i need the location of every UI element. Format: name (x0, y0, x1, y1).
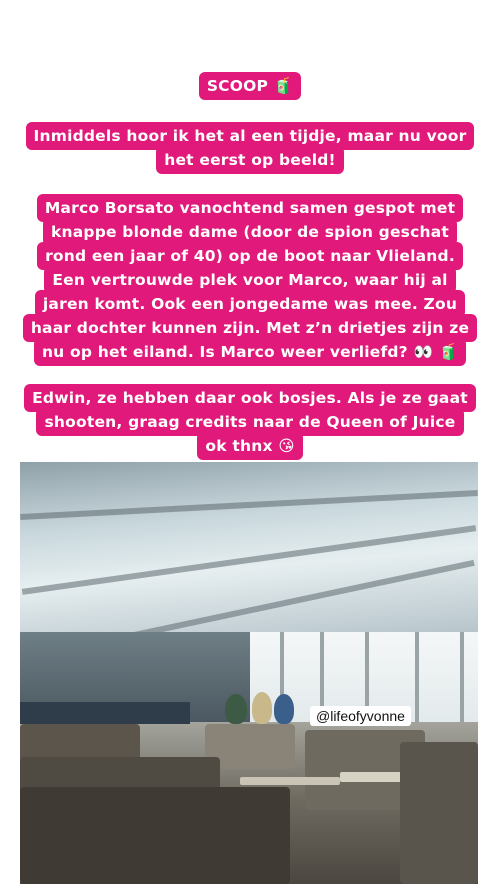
caption-line: shooten, graag credits naar de Queen of Juice (36, 408, 463, 436)
caption-line: ok thnx 😘 (197, 432, 302, 460)
caption-intro (0, 122, 500, 170)
window-frame (460, 632, 464, 722)
caption-story (0, 194, 500, 362)
caption-line: nu op het eiland. Is Marco weer verliefd? 👀 🧃 (34, 338, 466, 366)
caption-line: SCOOP 🧃 (199, 72, 301, 100)
photo-credit-watermark: @lifeofyvonne (310, 706, 411, 726)
ferry-interior-photo (20, 462, 478, 884)
caption-line: het eerst op beeld! (156, 146, 344, 174)
passenger (274, 694, 294, 724)
caption-scoop (0, 72, 500, 96)
passenger (225, 694, 247, 724)
bench-seat (400, 742, 478, 884)
caption-line: knappe blonde dame (door de spion geschat (43, 218, 457, 246)
caption-line: haar dochter kunnen zijn. Met z’n drietjes zijn ze (23, 314, 477, 342)
caption-line: Edwin, ze hebben daar ook bosjes. Als je ze gaat (24, 384, 476, 412)
service-counter (20, 702, 190, 724)
caption-line: Inmiddels hoor ik het al een tijdje, maar nu voor (26, 122, 475, 150)
caption-outro (0, 384, 500, 456)
bench-seat (20, 787, 290, 884)
caption-line: Een vertrouwde plek voor Marco, waar hij al (44, 266, 455, 294)
passenger (252, 692, 272, 724)
caption-line: Marco Borsato vanochtend samen gespot met (37, 194, 463, 222)
caption-line: rond een jaar of 40) op de boot naar Vlieland. (37, 242, 463, 270)
caption-line: jaren komt. Ook een jongedame was mee. Zou (35, 290, 465, 318)
table (240, 777, 340, 785)
window-frame (415, 632, 419, 722)
